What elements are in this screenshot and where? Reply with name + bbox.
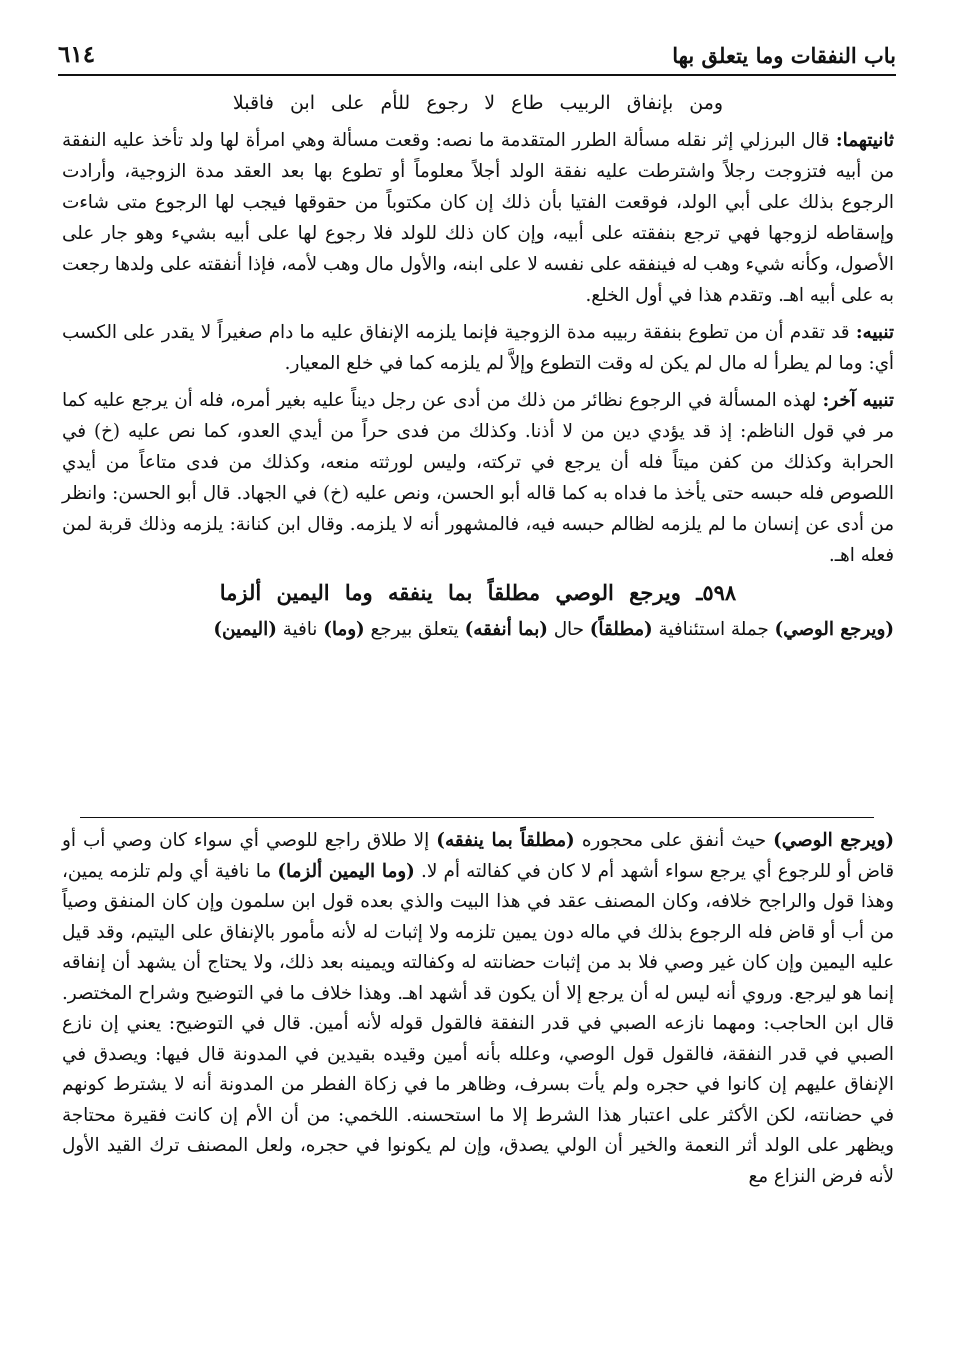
divider [80,817,874,818]
paragraph-label: ثانيتهما: [835,130,894,151]
gloss: نافية [276,619,324,640]
commentary [62,826,894,1192]
page-header [58,28,896,76]
verse-598: ٥٩٨ـ ويرجع الوصي مطلقاً بما ينفقه وما اليمين ألزما [219,580,737,605]
term: (بما أنفقه) [464,619,548,640]
term: (وما) [323,619,365,640]
paragraph-note [62,317,894,379]
term: (ويرجع الوصي) [774,619,894,640]
gloss: حال [547,619,590,640]
paragraph-body: لهذه المسألة في الرجوع نظائر من ذلك من أدى عن رجل ديناً عليه بغير أمره، فله أن يرجع عليه كما مر في قول الناظم: إذ قد يؤدي دين من لا أذنا. وكذلك من فدى حراً من أيدي العدو، كما نص عليه (خ) في الحرابة وكذلك من كفن ميتاً فله أن يرجع في تركته، وليس لورثته منعه، وكذلك من فدى متاعاً من أيدي اللصوص فله حبسه حتى يأخذ ما فداه به كما قاله أبو الحسن، ونص عليه (خ) في الجهاد. قال أبو الحسن: وانظر من أدى عن إنسان ما لم يلزمه لظالم حبسه فيه، فالمشهور أنه لا يلزمه. وقال ابن كنانة: يلزمه وذلك قربة لمن فعله اهـ. [62,390,894,566]
term: (ويرجع الوصي) [773,830,894,851]
paragraph-label: تنبيه: [855,322,894,343]
verse-top: ومن بإنفاق الربيب طاع لا رجوع للأم على ابن فاقبلا [232,92,724,114]
paragraph-label: تنبيه آخر: [822,390,894,411]
gloss: إلا طلاق راجع للوصي أي سواء كان وصي أب أو قاض أو للرجوع أي يرجع سواء أشهد أم لا كان في كفالته أم لا. [62,830,894,882]
commentary-paragraph [62,826,894,1192]
paragraph-another-note [62,385,894,571]
chapter-title: باب النفقات وما يتعلق بها [672,43,896,68]
gloss: يتعلق بيرجع [364,619,465,640]
page-number: ٦١٤ [58,41,96,68]
main-text [62,88,894,651]
term: (اليمين) [213,619,277,640]
paragraph-second-issue [62,125,894,311]
gloss: ما نافية أي ولم تلزمه يمين، وهذا قول والراجح خلافه، وكان المصنف عقد في هذا البيت والذي بعده قول ابن سلمون وإن كان المنفق وصياً من أب أو قاض فله الرجوع بذلك في ماله دون يمين تلزمه ولا إثبات له لأنه مأمور بالإنفاق على اليتيم، وقد قيل عليه اليمين وإن كان غير وصي فلا بد من إثبات حضانته له وكفالته ويمينه بعد ذلك، ولا يحتاج أن يشهد أن إنفاقه إنما هو ليرجع. وروي أنه ليس له أن يرجع إلا أن يكون قد أشهد اهـ. وهذا خلاف ما في التوضيح وشراح المختصر. قال ابن الحاجب: ومهما نازعه الصبي في قدر النفقة فالقول قوله لأنه أمين. قال في التوضيح: يعني إن نازع الصبي في قدر النفقة، فالقول قول الوصي، وعلله بأنه أمين وقيده بقيدين في المدونة قال فيها: ويصدق في الإنفاق عليهم إن كانوا في حجره ولم يأت بسرف، وظاهر ما في زكاة الفطر من المدونة أنه لا يشترط كونهم في حضانته، لكن الأكثر على اعتبار هذا الشرط إلا ما استحسنه. اللخمي: من أن الأم إن كانت فقيرة محتاجة ويظهر على الولد أثر النعمة والخير أن الولي يصدق، وإن لم يكونوا في حجره، ولعل المصنف ترك القيد الأول لأنه فرض النزاع مع [62,860,894,1187]
term: (وما اليمين ألزما) [277,860,415,882]
gloss: حيث أنفق على محجوره [574,830,774,851]
paragraph-body: قد تقدم أن من تطوع بنفقة ربيبه مدة الزوجية فإنما يلزمه الإنفاق عليه ما دام صغيراً لا يقدر على الكسب أي: وما لم يطرأ له مال لم يكن له وقت التطوع وإلاَّ لم يلزمه كما في خلع المعيار. [62,322,894,374]
term: (مطلقاً بما ينفقه) [436,830,575,851]
term: (مطلقاً) [589,619,653,640]
paragraph-body: قال البرزلي إثر نقله مسألة الطرر المتقدمة ما نصه: وقعت مسألة وهي امرأة لها ولد تأخذ عليه النفقة من أبيه فتزوجت رجلاً واشترطت عليه نفقة الولد أجلاً معلوماً أو تطوع بها بعد العقد مدة الزوجية، وأرادت الرجوع بذلك على أبي الولد، فوقعت الفتيا بأن ذلك إن كان مكتوباً من حقوقها فيجب لها الرجوع متى شاءت وإسقاطه لزوجها فهي ترجع بنفقته على أبيه، وإن كان ذلك للولد فلا رجوع لها على أبيه بشيء وهو جار على الأصول، وكأنه شيء وهب له فينفقه على نفسه لا على ابنه، والأول مال وهب لأمه، فإذا أنفقته على ولدها رجعت به على أبيه اهـ. وتقدم هذا في أول الخلع. [62,130,894,306]
grammar-line [62,614,894,645]
gloss: جملة استئنافية [652,619,775,640]
